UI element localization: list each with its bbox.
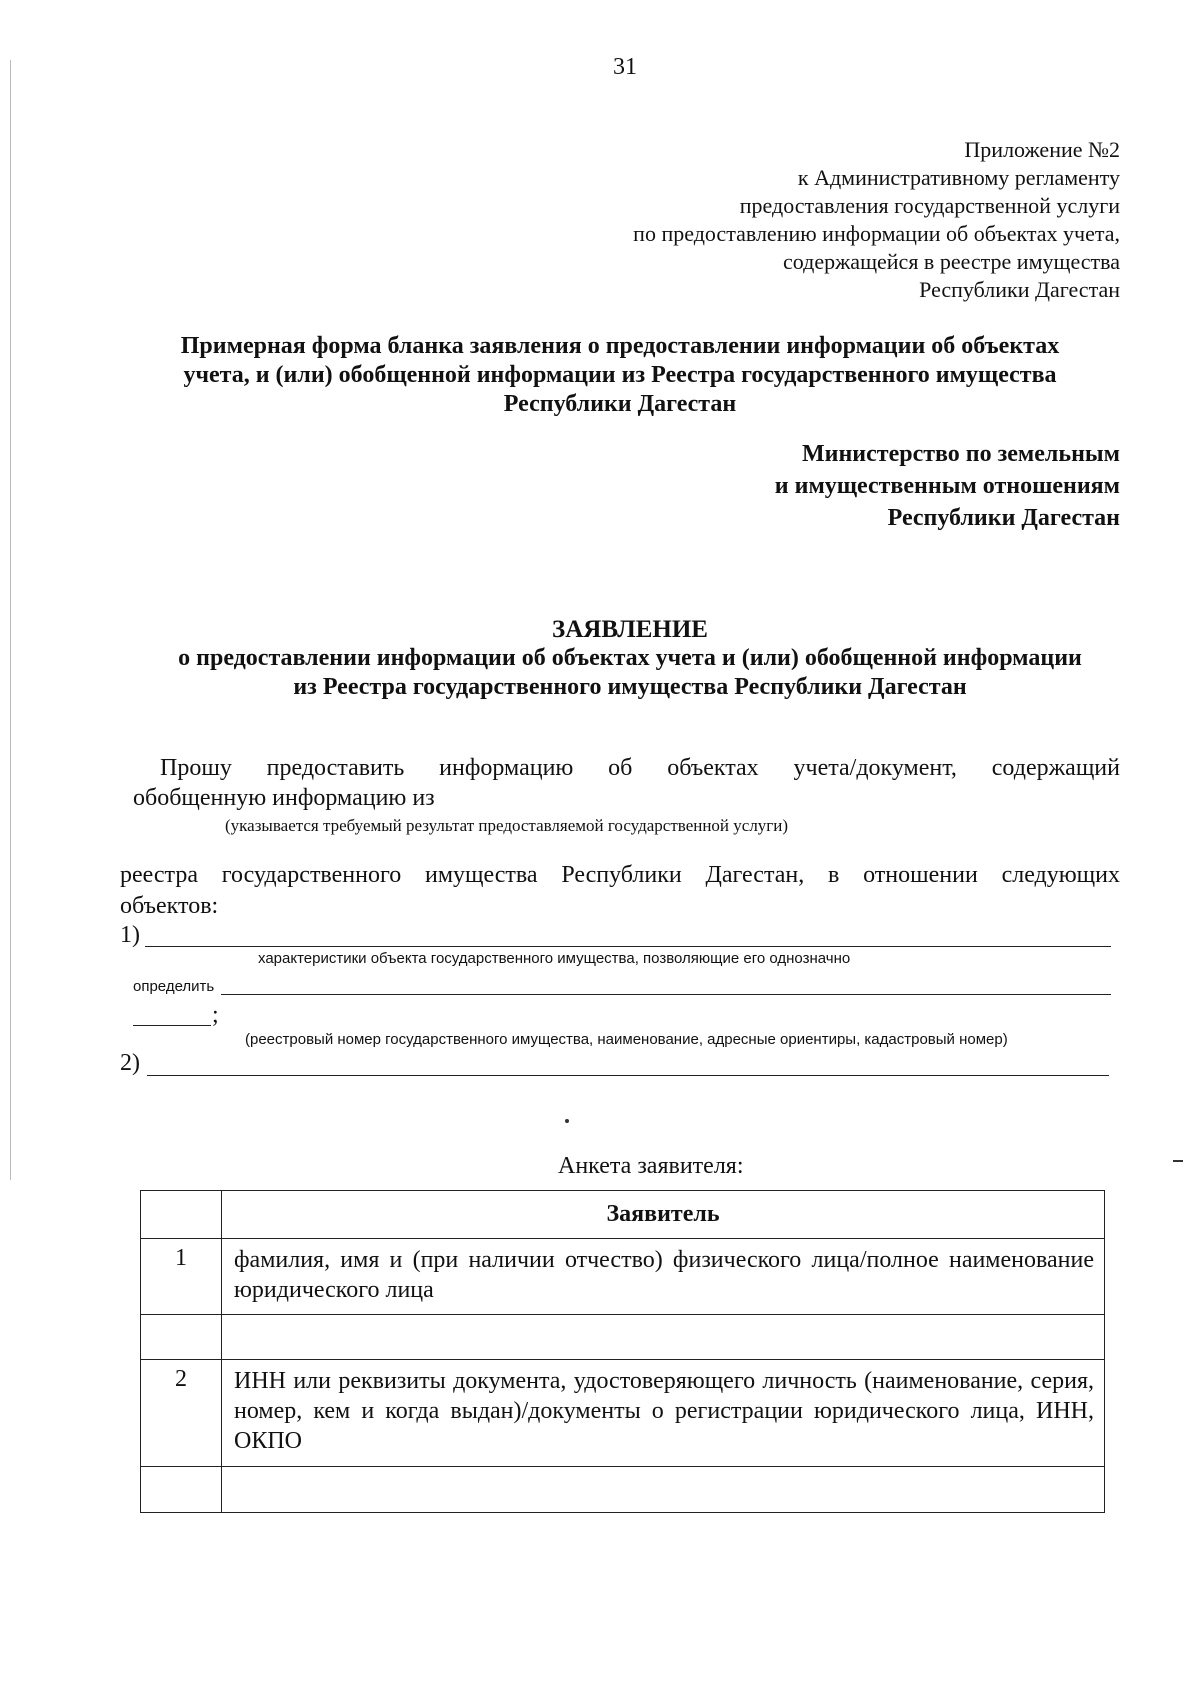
- appendix-line: к Административному регламенту: [797, 165, 1120, 190]
- applicant-id-answer-cell[interactable]: [222, 1467, 1105, 1513]
- registry-text-line: реестра государственного имущества Республики Дагестан, в отношении следующих: [120, 862, 1120, 888]
- header-empty-cell: [141, 1191, 222, 1239]
- form-title-line: учета, и (или) обобщенной информации из Реестра государственного имущества: [183, 362, 1057, 388]
- ministry-line: Республики Дагестан: [887, 505, 1120, 531]
- item-1-semicolon: ;: [212, 1002, 219, 1028]
- item-1-fill-line[interactable]: [145, 946, 1111, 947]
- answer-num-cell: [141, 1467, 222, 1513]
- item-2-fill-line[interactable]: [147, 1075, 1109, 1076]
- applicant-name-answer-cell[interactable]: [222, 1315, 1105, 1360]
- page-number: 31: [613, 54, 637, 80]
- ministry-line: Министерство по земельным: [801, 441, 1120, 467]
- application-subtitle-line: о предоставлении информации об объектах учета и (или) обобщенной информации: [178, 645, 1082, 671]
- item-1-hint: характеристики объекта государственного имущества, позволяющие его однозначно: [258, 950, 851, 967]
- application-title: ЗАЯВЛЕНИЕ: [552, 616, 708, 643]
- result-hint: (указывается требуемый результат предоставляемой государственной услуги): [225, 816, 789, 835]
- scan-edge: [10, 60, 11, 1180]
- survey-title: Анкета заявителя:: [558, 1153, 744, 1179]
- appendix-header: [633, 136, 1120, 304]
- determine-label: определить: [133, 978, 215, 995]
- table-row-answer[interactable]: [141, 1315, 1105, 1360]
- row-number: 2: [141, 1360, 222, 1467]
- applicant-header: Заявитель: [222, 1191, 1105, 1239]
- applicant-survey-table: [140, 1190, 1105, 1513]
- appendix-line: Республики Дагестан: [919, 277, 1120, 302]
- form-title: [120, 332, 1120, 419]
- row-number: 1: [141, 1239, 222, 1315]
- item-1-fill-line-2[interactable]: [221, 994, 1111, 995]
- form-title-line: Республики Дагестан: [503, 391, 737, 417]
- table-header-row: [141, 1191, 1105, 1239]
- appendix-line: по предоставлению информации об объектах учета,: [633, 221, 1120, 246]
- ministry-line: и имущественным отношениям: [774, 473, 1120, 499]
- form-title-line: Примерная форма бланка заявления о предоставлении информации об объектах: [180, 333, 1060, 359]
- scan-speck: [1173, 1160, 1183, 1162]
- appendix-line: Приложение №2: [964, 137, 1120, 162]
- item-1-hint-2: (реестровый номер государственного имущества, наименование, адресные ориентиры, кадастровый номер): [245, 1031, 1008, 1048]
- item-1-label: 1): [120, 922, 140, 948]
- item-2-label: 2): [120, 1050, 140, 1076]
- table-row-answer[interactable]: [141, 1467, 1105, 1513]
- table-row: [141, 1360, 1105, 1467]
- answer-num-cell: [141, 1315, 222, 1360]
- item-1-fill-line-3[interactable]: [133, 1025, 211, 1026]
- appendix-line: предоставления государственной услуги: [739, 193, 1120, 218]
- registry-text-line: объектов:: [120, 893, 219, 919]
- request-text-line: обобщенную информацию из: [133, 785, 435, 811]
- addressee-ministry: [775, 438, 1120, 534]
- appendix-line: содержащейся в реестре имущества: [783, 249, 1120, 274]
- table-row: [141, 1239, 1105, 1315]
- application-heading: [130, 615, 1130, 702]
- row-description: фамилия, имя и (при наличии отчество) физического лица/полное наименование юридического лица: [222, 1239, 1105, 1315]
- row-description: ИНН или реквизиты документа, удостоверяющего личность (наименование, серия, номер, кем и когда выдан)/документы о регистрации юридического лица, ИНН, ОКПО: [222, 1360, 1105, 1467]
- application-subtitle-line: из Реестра государственного имущества Республики Дагестан: [293, 674, 967, 700]
- request-text-line: Прошу предоставить информацию об объектах учета/документ, содержащий: [160, 755, 1120, 781]
- scan-speck: [565, 1119, 569, 1123]
